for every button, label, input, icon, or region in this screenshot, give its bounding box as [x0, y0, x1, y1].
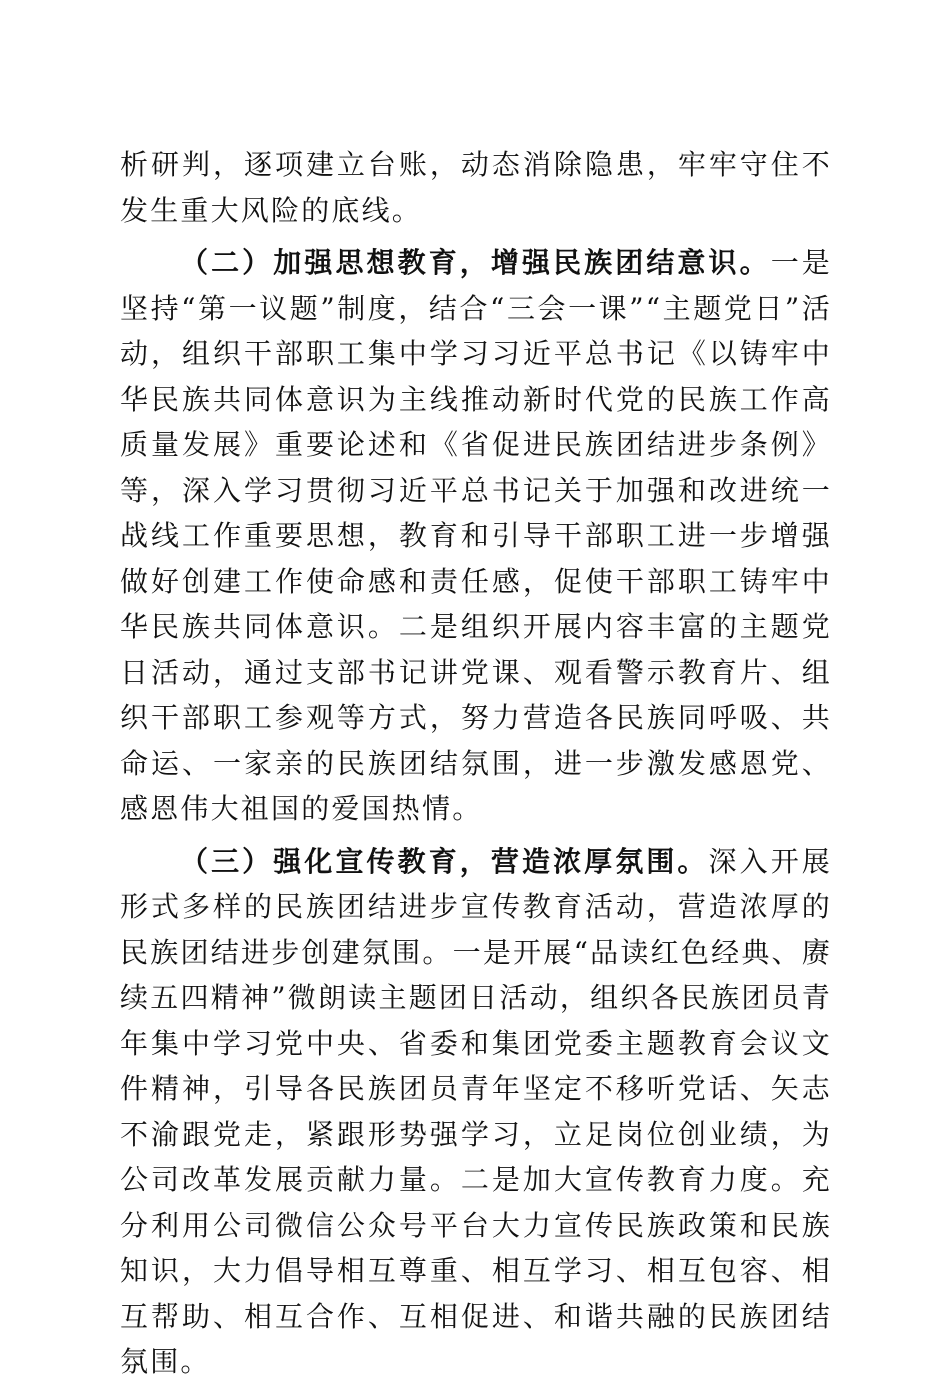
paragraph-section-3 — [120, 839, 832, 1385]
paragraph-section-2 — [120, 240, 832, 832]
paragraph-continuation — [120, 142, 832, 233]
section-heading: （二）加强思想教育，增强民族团结意识。 — [180, 246, 771, 279]
paragraph-body: 一是坚持“第一议题”制度，结合“三会一课”“主题党日”活动，组织干部职工集中学习习近平总书记《以铸牢中华民族共同体意识为主线推动新时代党的民族工作高质量发展》重要论述和《省促进民族团结进步条例》等，深入学习贯彻习近平总书记关于加强和改进统一战线工作重要思想，教育和引导干部职工进一步增强做好创建工作使命感和责任感，促使干部职工铸牢中华民族共同体意识。二是组织开展内容丰富的主题党日活动，通过支部书记讲党课、观看警示教育片、组织干部职工参观等方式，努力营造各民族同呼吸、共命运、一家亲的民族团结氛围，进一步激发感恩党、感恩伟大祖国的爱国热情。 — [120, 246, 832, 825]
paragraph-body: 析研判，逐项建立台账，动态消除隐患，牢牢守住不发生重大风险的底线。 — [120, 148, 832, 227]
paragraph-body: 深入开展形式多样的民族团结进步宣传教育活动，营造浓厚的民族团结进步创建氛围。一是开展“品读红色经典、赓续五四精神”微朗读主题团日活动，组织各民族团员青年集中学习党中央、省委和集团党委主题教育会议文件精神，引导各民族团员青年坚定不移听党话、矢志不渝跟党走，紧跟形势强学习，立足岗位创业绩，为公司改革发展贡献力量。二是加大宣传教育力度。充分利用公司微信公众号平台大力宣传民族政策和民族知识，大力倡导相互尊重、相互学习、相互包容、相互帮助、相互合作、互相促进、和谐共融的民族团结氛围。 — [120, 844, 832, 1378]
document-page — [120, 142, 832, 1385]
section-heading: （三）强化宣传教育，营造浓厚氛围。 — [180, 844, 709, 878]
